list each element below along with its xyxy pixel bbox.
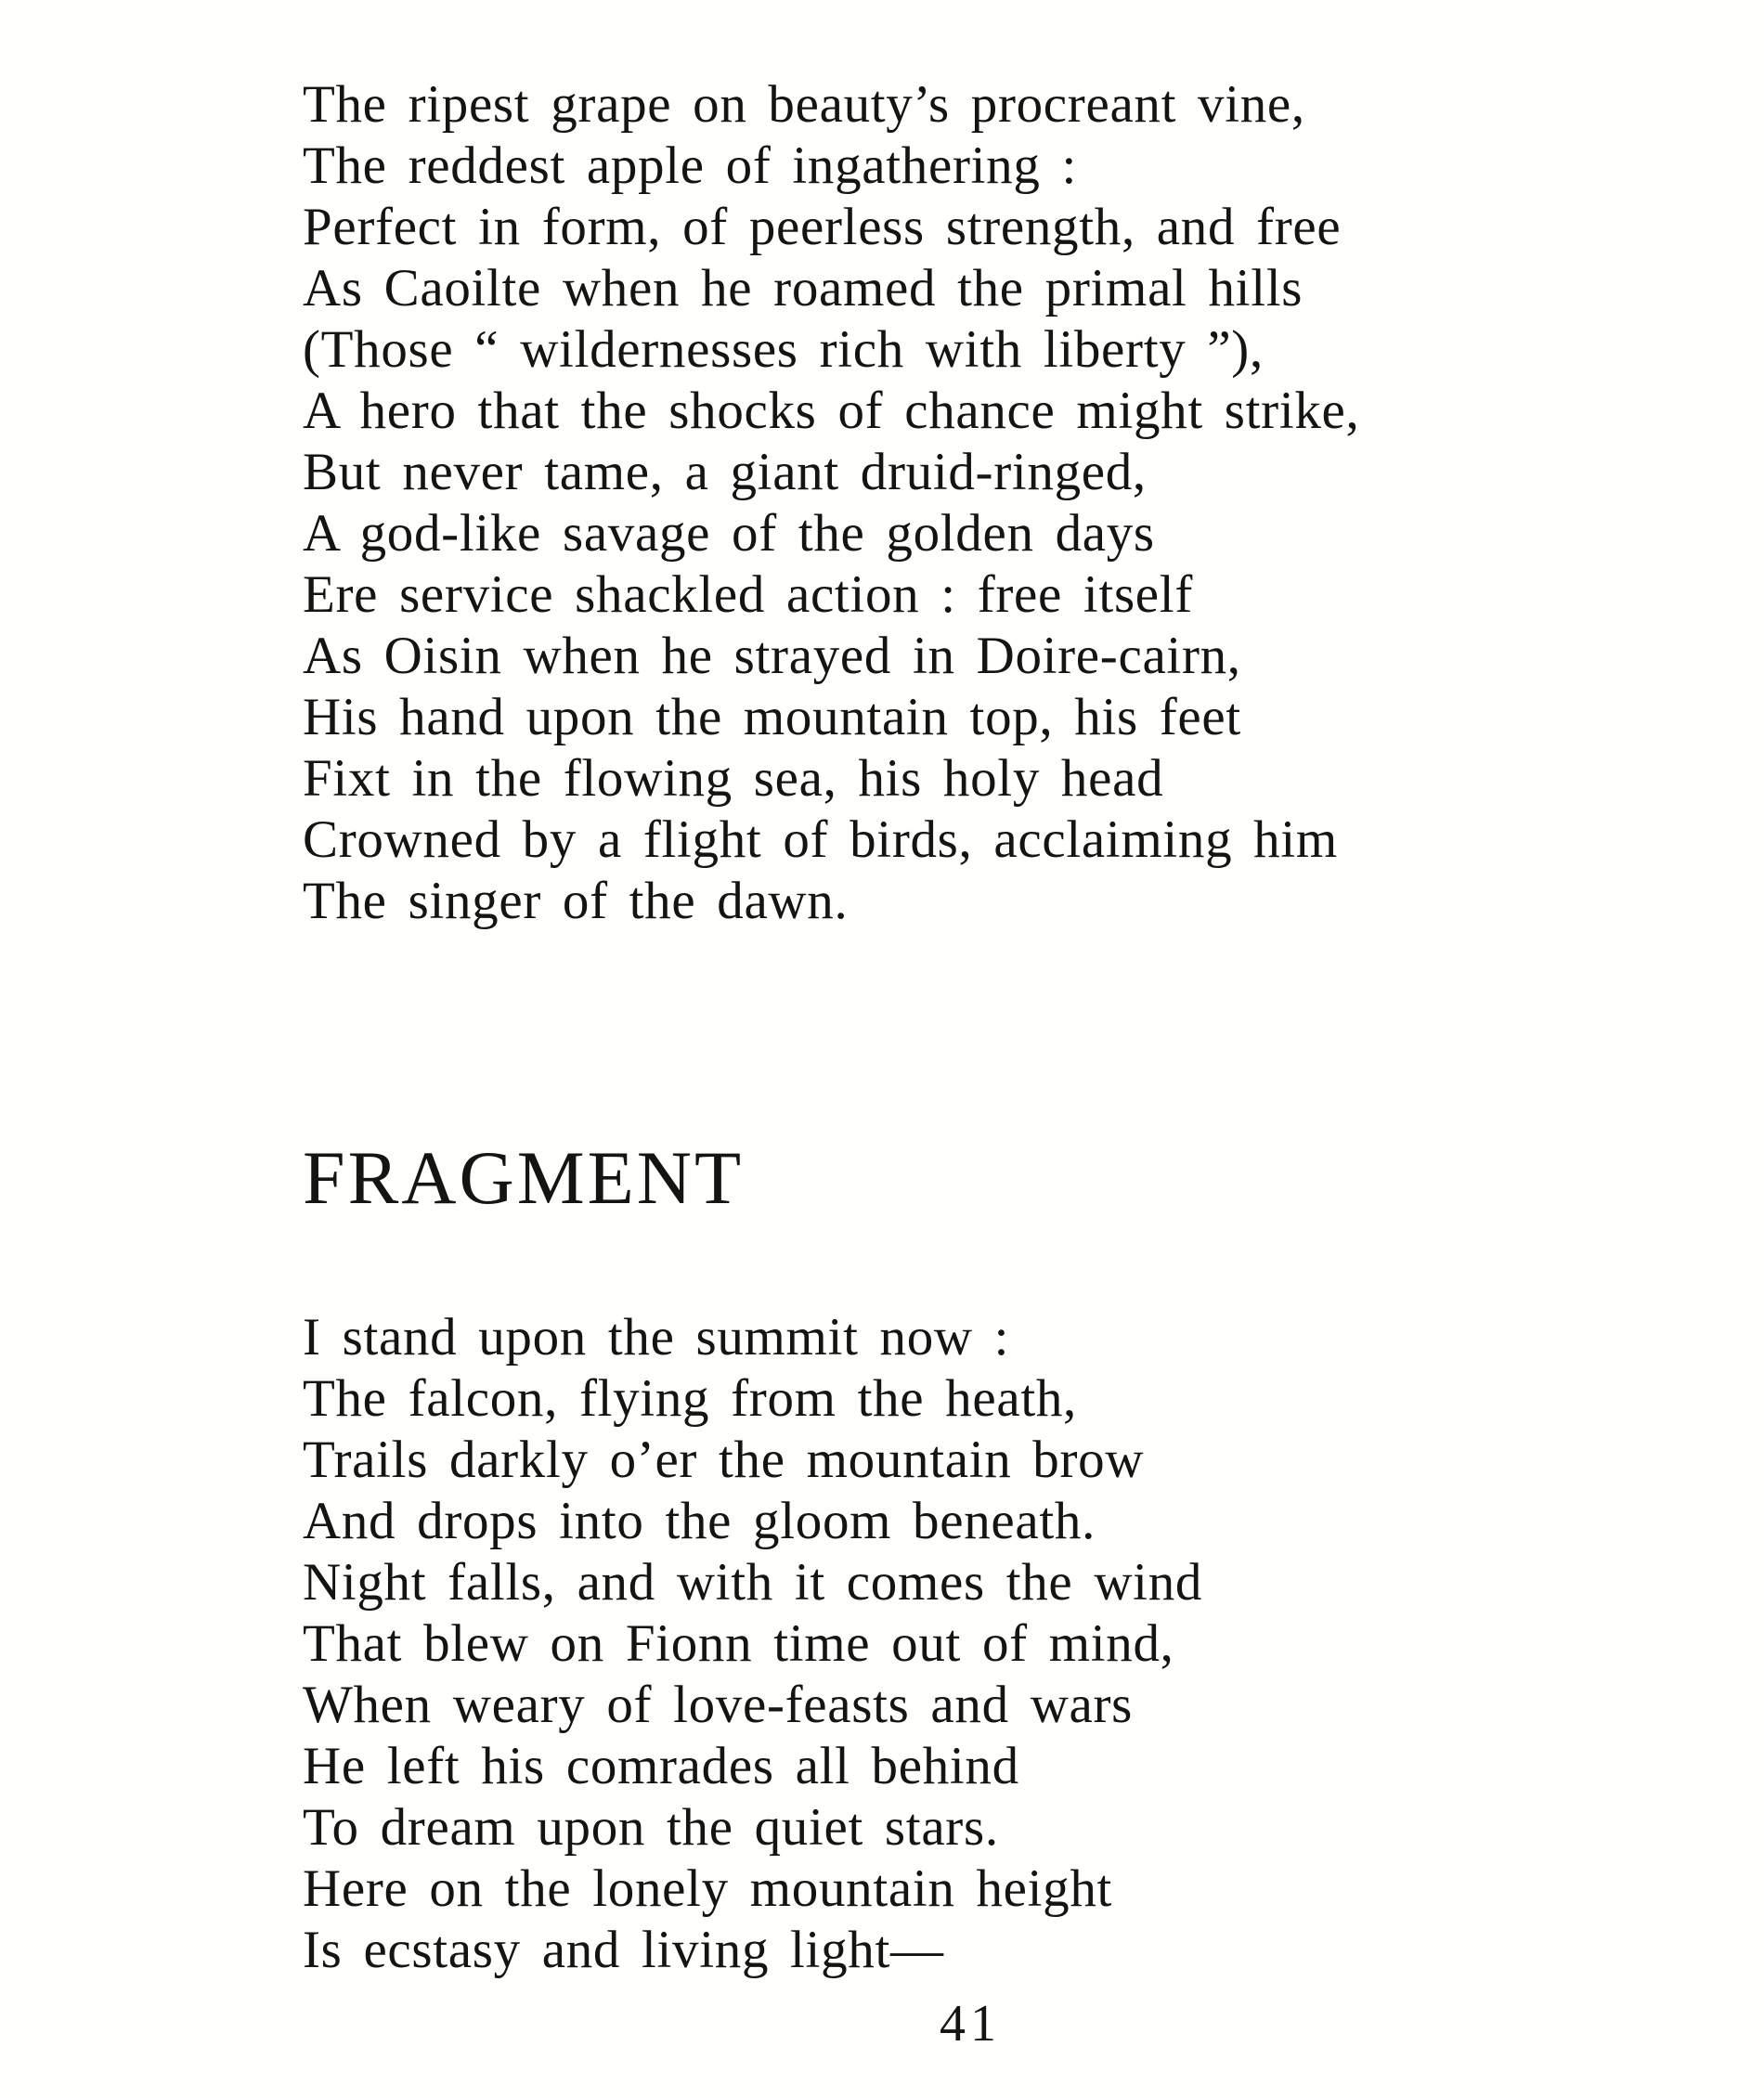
poem-line: He left his comrades all behind: [303, 1737, 1019, 1795]
poem-line: The singer of the dawn.: [303, 872, 849, 930]
poem-line: His hand upon the mountain top, his feet: [303, 688, 1241, 746]
poem-line: Perfect in form, of peerless strength, and free: [303, 198, 1342, 256]
poem-line: Fixt in the flowing sea, his holy head: [303, 749, 1164, 808]
poem-line: But never tame, a giant druid-ringed,: [303, 443, 1147, 501]
poem-line: To dream upon the quiet stars.: [303, 1798, 999, 1857]
poem-line: As Caoilte when he roamed the primal hills: [303, 259, 1304, 317]
poem-line: A god-like savage of the golden days: [303, 504, 1155, 563]
poem-title: FRAGMENT: [303, 1135, 745, 1220]
poem-continuation: [303, 74, 1359, 932]
poem-line: The falcon, flying from the heath,: [303, 1369, 1077, 1428]
poem-line: When weary of love-feasts and wars: [303, 1676, 1134, 1734]
poem-line: The ripest grape on beauty’s procreant vine,: [303, 75, 1305, 134]
poem-line: As Oisin when he strayed in Doire-cairn,: [303, 627, 1241, 685]
poem-line: Crowned by a flight of birds, acclaiming him: [303, 810, 1338, 869]
poem-line: A hero that the shocks of chance might strike,: [303, 382, 1360, 440]
poem-line: Trails darkly o’er the mountain brow: [303, 1431, 1145, 1489]
page-number: 41: [940, 1995, 1001, 2053]
fragment-poem: [303, 1307, 1202, 1981]
poem-line: I stand upon the summit now :: [303, 1308, 1010, 1366]
poem-line: That blew on Fionn time out of mind,: [303, 1614, 1174, 1673]
poem-line: The reddest apple of ingathering :: [303, 136, 1077, 195]
poem-line: Is ecstasy and living light—: [303, 1921, 944, 1979]
poem-line: And drops into the gloom beneath.: [303, 1492, 1096, 1550]
poem-line: Night falls, and with it comes the wind: [303, 1553, 1203, 1612]
poem-line: Ere service shackled action : free itself: [303, 565, 1193, 624]
poem-line: (Those “ wildernesses rich with liberty ”),: [303, 320, 1264, 379]
poem-line: Here on the lonely mountain height: [303, 1859, 1113, 1918]
